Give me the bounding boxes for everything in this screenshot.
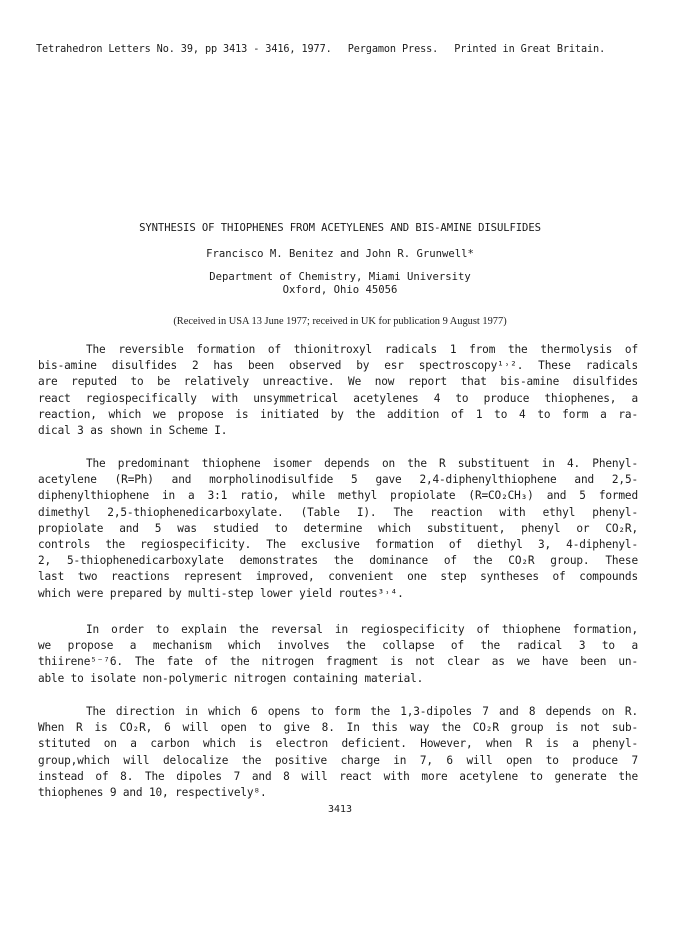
text-line: which were prepared by multi-step lower yield routes³˒⁴. xyxy=(38,586,404,600)
text-line: dical 3 as shown in Scheme I. xyxy=(38,423,228,437)
page-number: 3413 xyxy=(327,804,353,815)
text-line: instead of 8. The dipoles 7 and 8 will react with more acetylene to generate the xyxy=(38,769,638,783)
text-line: The reversible formation of thionitroxyl radicals 1 from the thermolysis of xyxy=(86,343,638,356)
text-line: react regiospecifically with unsymmetrical acetylenes 4 to produce thiophenes, a xyxy=(38,391,638,405)
text-line: are reputed to be relatively unreactive. We now report that bis-amine disulfides xyxy=(38,375,638,389)
page-range: pp 3413 - 3416, 1977. xyxy=(204,44,332,55)
text-line: The direction in which 6 opens to form the 1,3-dipoles 7 and 8 depends on R. xyxy=(86,705,638,718)
running-header xyxy=(36,44,636,55)
text-line: able to isolate non-polymeric nitrogen containing material. xyxy=(38,671,424,685)
text-line: In order to explain the reversal in regiospecificity of thiophene formation, xyxy=(86,623,638,636)
text-line: thiophenes 9 and 10, respectively⁸. xyxy=(38,785,267,799)
text-line: diphenylthiophene in a 3:1 ratio, while methyl propiolate (R=CO₂CH₃) and 5 formed xyxy=(38,489,638,503)
paragraph-1 xyxy=(38,342,638,439)
text-line: group,which will delocalize the positive charge in 7, 6 will open to produce 7 xyxy=(38,753,638,767)
paragraph-3 xyxy=(38,622,638,687)
text-line: reaction, which we propose is initiated by the addition of 1 to 4 to form a ra- xyxy=(38,407,638,421)
paragraph-2 xyxy=(38,456,638,602)
text-line: propiolate and 5 was studied to determine which substituent, phenyl or CO₂R, xyxy=(38,521,638,535)
text-line: acetylene (R=Ph) and morpholinodisulfide 5 gave 2,4-diphenylthiophene and 2,5- xyxy=(38,473,638,487)
text-line: bis-amine disulfides 2 has been observed by esr spectroscopy¹˒². These radicals xyxy=(38,359,638,373)
text-line: last two reactions represent improved, convenient one step syntheses of compounds xyxy=(38,570,638,584)
article-title: SYNTHESIS OF THIOPHENES FROM ACETYLENES AND BIS-AMINE DISULFIDES xyxy=(139,222,541,234)
text-line: stituted on a carbon which is electron deficient. However, when R is a phenyl- xyxy=(38,737,638,751)
affiliation-location: Oxford, Ohio 45056 xyxy=(282,284,398,296)
article-authors: Francisco M. Benitez and John R. Grunwell* xyxy=(206,248,474,260)
paragraph-4 xyxy=(38,704,638,801)
text-line: controls the regiospecificity. The exclusive formation of diethyl 3, 4-diphenyl- xyxy=(38,537,638,551)
journal-citation: Tetrahedron Letters No. 39, xyxy=(36,44,199,55)
affiliation-department: Department of Chemistry, Miami University xyxy=(209,271,471,283)
text-line: dimethyl 2,5-thiophenedicarboxylate. (Table I). The reaction with ethyl phenyl- xyxy=(38,505,638,519)
publisher: Pergamon Press. xyxy=(347,44,439,55)
text-line: 2, 5-thiophenedicarboxylate demonstrates the dominance of the CO₂R group. These xyxy=(38,554,638,568)
text-line: we propose a mechanism which involves the collapse of the radical 3 to a xyxy=(38,639,638,653)
text-line: The predominant thiophene isomer depends on the R substituent in 4. Phenyl- xyxy=(86,457,638,470)
text-line: When R is CO₂R, 6 will open to give 8. In this way the CO₂R group is not sub- xyxy=(38,721,638,735)
received-dates: (Received in USA 13 June 1977; received in UK for publication 9 August 1977) xyxy=(173,316,507,327)
text-line: thiirene⁵⁻⁷6. The fate of the nitrogen fragment is not clear as we have been un- xyxy=(38,655,638,669)
printed-in: Printed in Great Britain. xyxy=(454,44,606,55)
